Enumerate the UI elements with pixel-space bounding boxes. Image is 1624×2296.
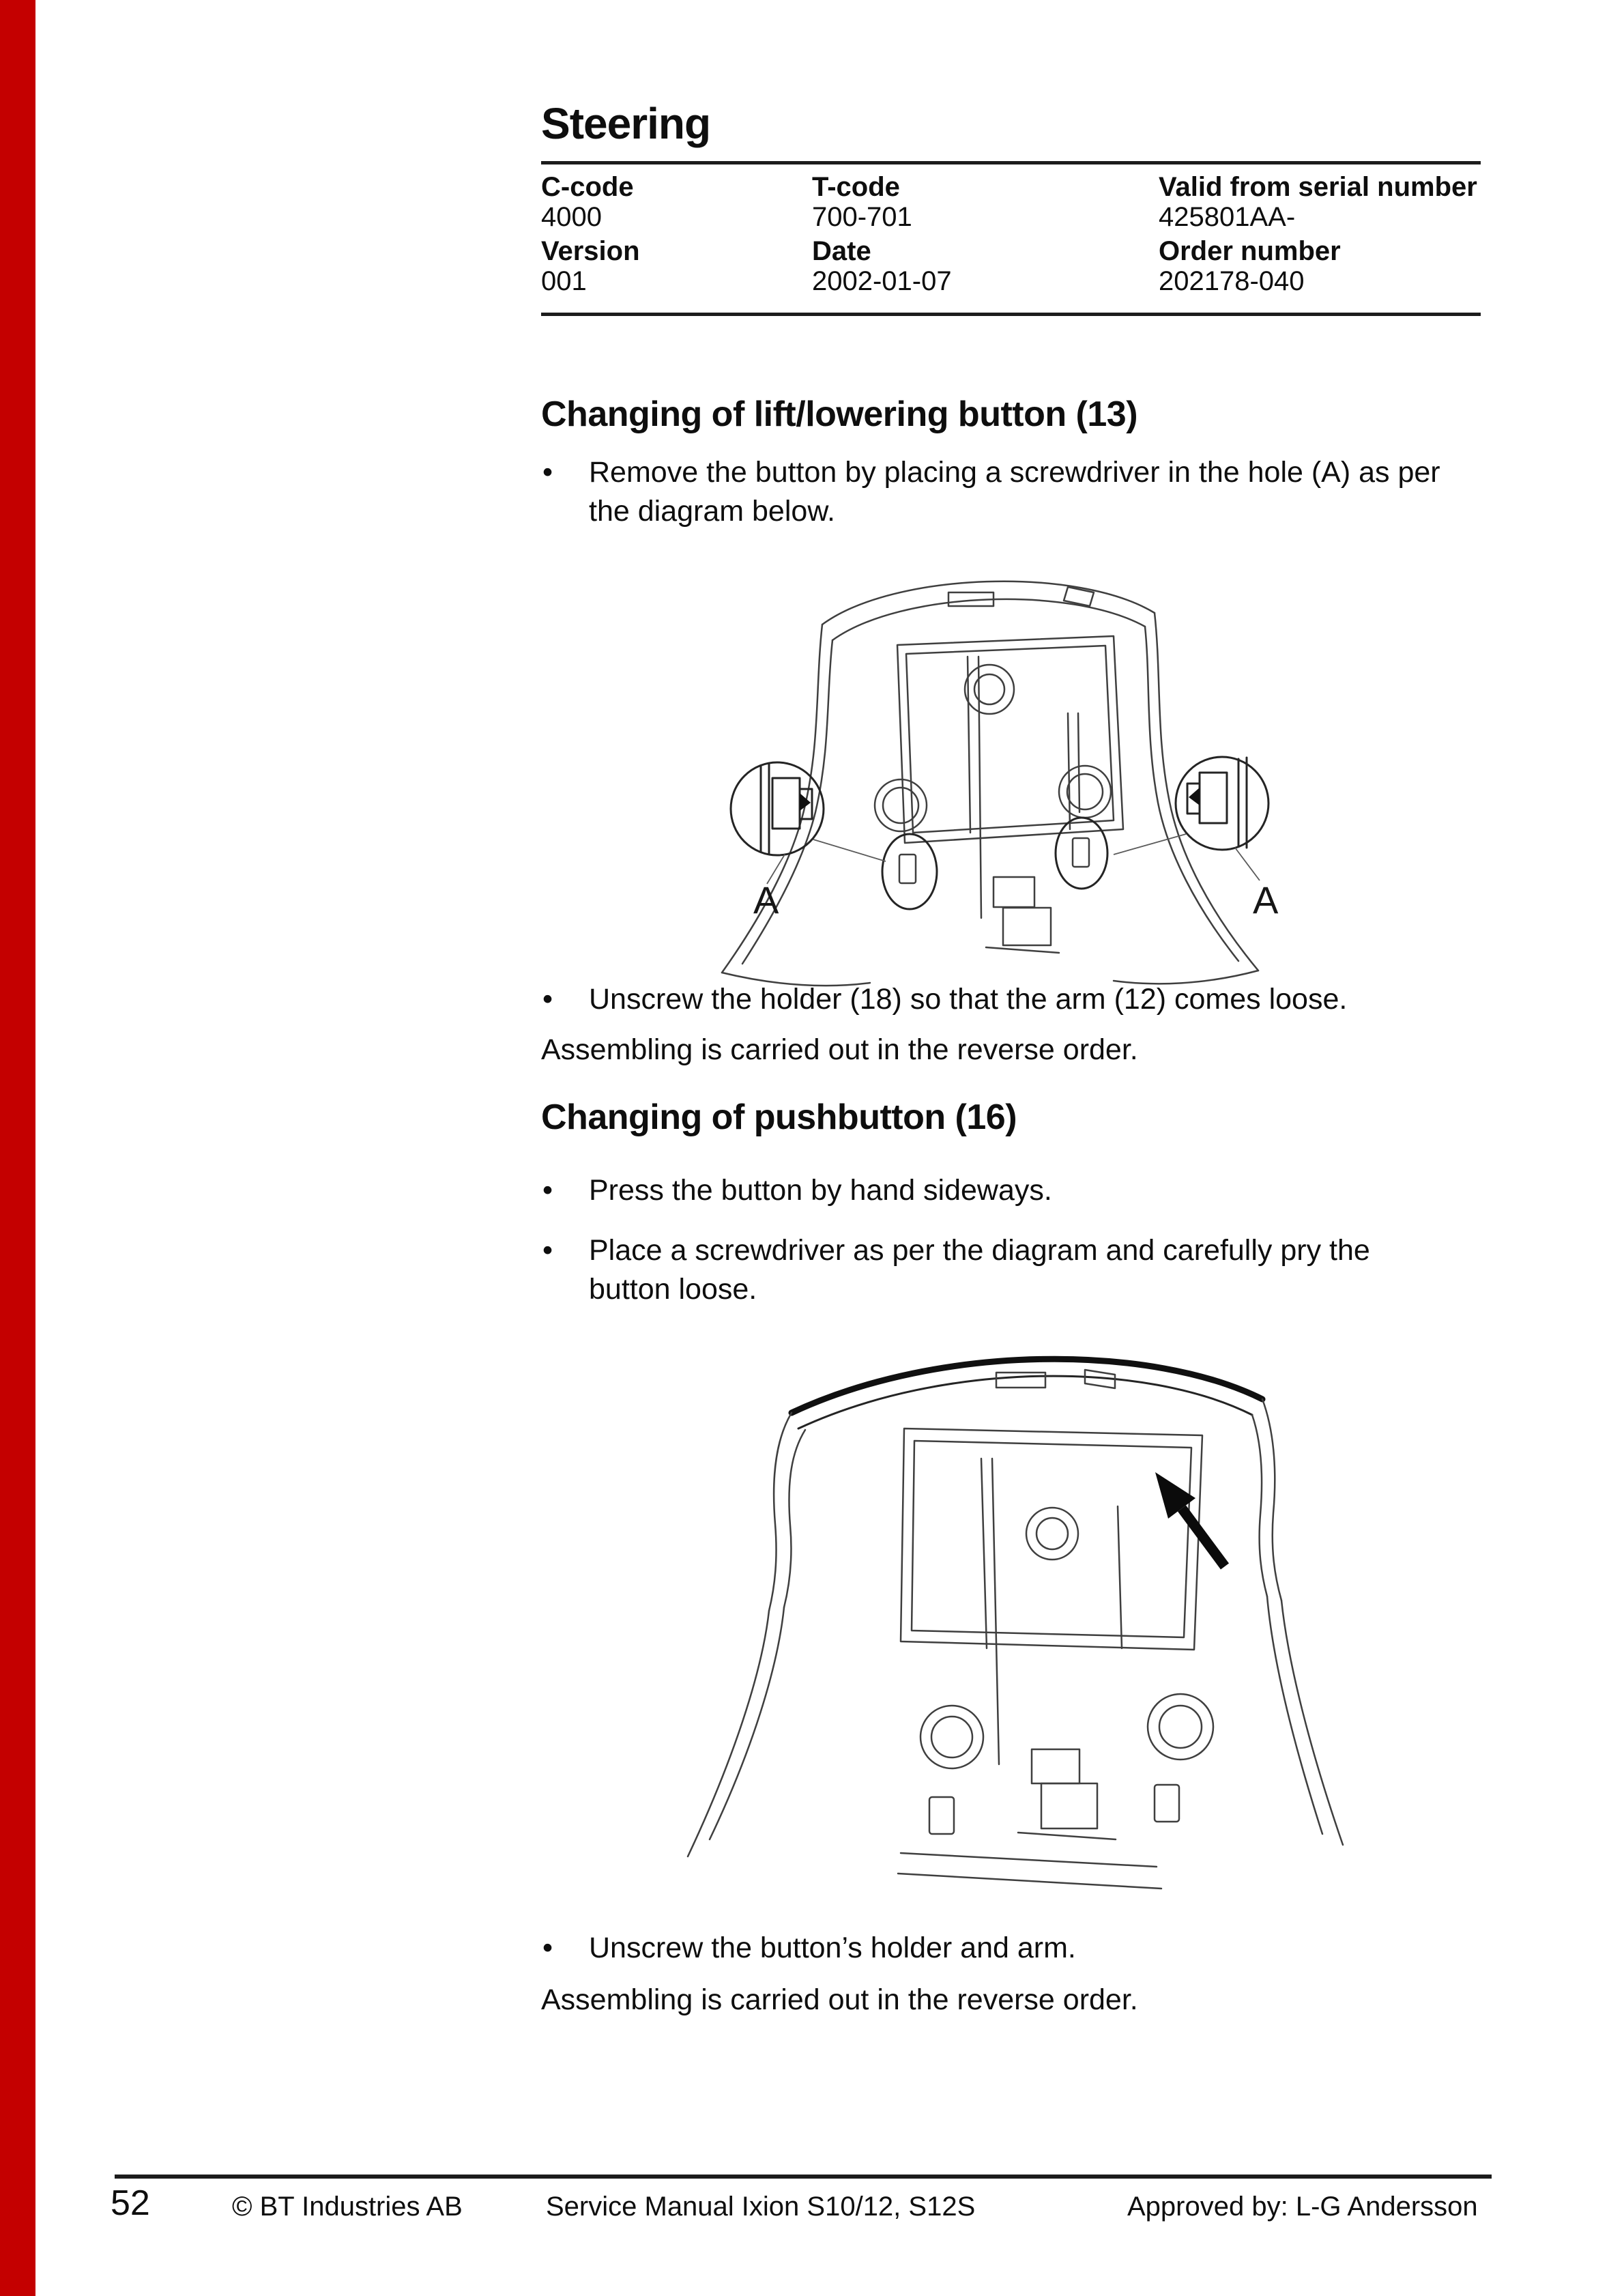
callout-label-a-left: A (753, 878, 779, 921)
section2-note-assembling: Assembling is carried out in the reverse order. (541, 1983, 1138, 2016)
detent-wedge-right (1189, 788, 1200, 805)
section2-bullet-unscrew-holder-arm (542, 1929, 1457, 1968)
bullet-text: Unscrew the button’s holder and arm. (589, 1932, 1076, 1964)
footer-copyright: © BT Industries AB (232, 2192, 463, 2222)
info-value-date: 2002-01-07 (812, 266, 952, 296)
diagram-pushbutton (676, 1328, 1358, 1921)
info-label-valid-from: Valid from serial number (1159, 172, 1477, 202)
info-label-c-code: C-code (541, 172, 634, 202)
section2-bullet-press-button (542, 1171, 1457, 1210)
diagram-lift-lowering-button (696, 539, 1310, 990)
info-label-date: Date (812, 236, 871, 266)
bullet-text: Remove the button by placing a screwdriver in the hole (A) as per the diagram below. (589, 456, 1440, 528)
footer-manual-title: Service Manual Ixion S10/12, S12S (546, 2192, 976, 2222)
section1-bullet-remove-button (542, 453, 1457, 531)
section2-bullet-place-screwdriver (542, 1231, 1457, 1309)
info-value-order-number: 202178-040 (1159, 266, 1305, 296)
bullet-text: Press the button by hand sideways. (589, 1174, 1052, 1207)
bullet-marker: • (542, 456, 553, 489)
info-value-serial: 425801AA- (1159, 202, 1296, 232)
info-value-version: 001 (541, 266, 587, 296)
info-label-order-number: Order number (1159, 236, 1341, 266)
left-edge-accent-bar (0, 0, 35, 2296)
footer-approved-by: Approved by: L-G Andersson (1127, 2192, 1478, 2222)
bullet-text: Unscrew the holder (18) so that the arm (12) comes loose. (589, 983, 1348, 1016)
bullet-marker: • (542, 1234, 553, 1267)
header-info-table (541, 172, 1481, 296)
header-divider-bottom (541, 313, 1481, 316)
header-divider-top (541, 161, 1481, 164)
footer-page-number: 52 (111, 2183, 150, 2223)
page-title: Steering (541, 99, 711, 148)
magnifier-callout-right (1176, 757, 1268, 850)
section1-bullet-unscrew-holder (542, 980, 1457, 1019)
bullet-marker: • (542, 1932, 553, 1964)
bullet-marker: • (542, 983, 553, 1016)
bullet-marker: • (542, 1174, 553, 1207)
hole-a-left-emphasis-circle (882, 834, 937, 909)
section2-heading: Changing of pushbutton (16) (541, 1097, 1017, 1137)
info-label-version: Version (541, 236, 640, 266)
callout-label-a-right: A (1253, 878, 1279, 921)
info-value-t-code: 700-701 (812, 202, 912, 232)
info-value-c-code: 4000 (541, 202, 602, 232)
bullet-text: Place a screwdriver as per the diagram and carefully pry the button loose. (589, 1234, 1370, 1306)
page-footer (0, 2184, 1624, 2239)
section1-heading: Changing of lift/lowering button (13) (541, 394, 1138, 434)
hole-a-right-emphasis-circle (1056, 818, 1107, 889)
section1-note-assembling: Assembling is carried out in the reverse order. (541, 1033, 1138, 1066)
footer-divider (115, 2175, 1492, 2179)
magnifier-callout-left (731, 762, 824, 855)
info-label-t-code: T-code (812, 172, 900, 202)
